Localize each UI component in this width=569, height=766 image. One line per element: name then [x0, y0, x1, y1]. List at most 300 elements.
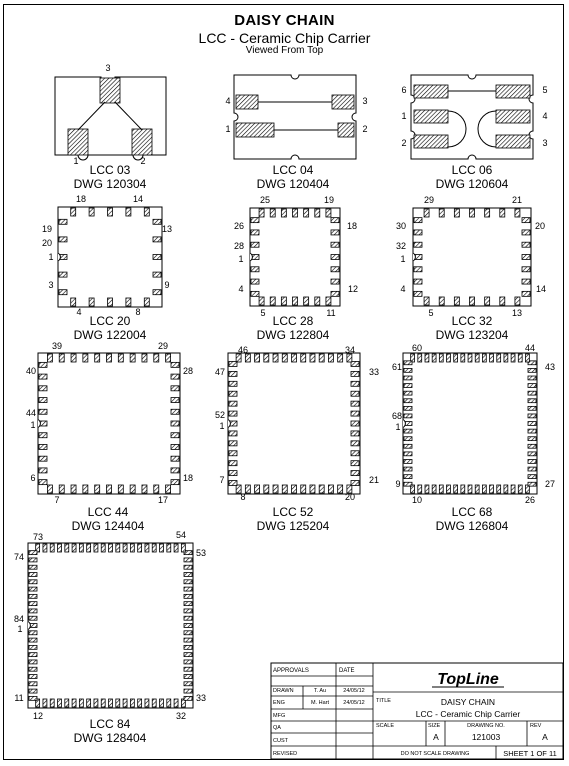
pin-label: 6 [401, 85, 407, 95]
contact-pad [184, 594, 192, 598]
contact-pad [229, 431, 237, 436]
contact-pad [326, 297, 331, 305]
contact-pad [167, 699, 171, 707]
contact-pad [145, 544, 149, 552]
contact-pad [424, 297, 429, 305]
contact-pad [123, 544, 127, 552]
pin-label: 12 [32, 711, 44, 721]
pin-label: 1 [30, 420, 36, 430]
contact-pad [160, 699, 164, 707]
contact-pad [130, 699, 134, 707]
contact-pad [229, 481, 237, 486]
contact-pad [414, 230, 422, 235]
contact-pad [292, 485, 297, 493]
contact-pad [310, 354, 315, 362]
tb-row-date: 24/05/12 [343, 688, 365, 694]
contact-pad [522, 267, 530, 272]
contact-pad [404, 429, 412, 433]
pin-label: 39 [51, 341, 63, 351]
contact-pad [153, 290, 161, 295]
contact-pad [518, 485, 522, 493]
contact-pad [351, 411, 359, 416]
pin-label: 44 [524, 343, 536, 353]
contact-pad [404, 452, 412, 456]
contact-pad [338, 123, 354, 137]
contact-pad [528, 429, 536, 433]
contact-pad [39, 386, 47, 391]
contact-pad [229, 451, 237, 456]
contact-pad [29, 667, 37, 671]
pin-label: 26 [524, 495, 536, 505]
contact-pad [87, 699, 91, 707]
contact-pad [251, 230, 259, 235]
contact-pad [236, 354, 241, 362]
pin-label: 3 [362, 96, 368, 106]
contact-pad [414, 267, 422, 272]
contact-pad [331, 279, 339, 284]
pin-label: 8 [135, 307, 141, 317]
contact-pad [404, 406, 412, 410]
contact-pad [528, 475, 536, 479]
pin-label: 3 [48, 280, 54, 290]
contact-pad [454, 209, 459, 217]
contact-pad [47, 354, 52, 362]
contact-pad [404, 437, 412, 441]
contact-pad [259, 297, 264, 305]
contact-pad [528, 460, 536, 464]
contact-pad [132, 129, 152, 155]
contact-pad [59, 272, 67, 277]
contact-pad [468, 354, 472, 362]
contact-pad [126, 208, 131, 216]
pin-label: 61 [391, 362, 403, 372]
package-name: LCC 52 [272, 505, 314, 519]
drawing-number: DWG 124404 [71, 519, 145, 533]
contact-pad [229, 391, 237, 396]
drawing-number: DWG 122804 [256, 328, 330, 342]
package-body-outline [28, 543, 193, 708]
pin-label: 1 [400, 254, 406, 264]
contact-pad [351, 461, 359, 466]
contact-pad [59, 219, 67, 224]
contact-pad [29, 551, 37, 555]
contact-pad [39, 444, 47, 449]
contact-pad [152, 544, 156, 552]
contact-pad [522, 291, 530, 296]
contact-pad [29, 573, 37, 577]
contact-pad [108, 298, 113, 306]
contact-pad [470, 209, 475, 217]
contact-pad [39, 398, 47, 403]
contact-pad [130, 354, 135, 362]
tb-row-label: REVISED [273, 751, 298, 757]
contact-pad [171, 433, 179, 438]
pin-label: 33 [368, 367, 380, 377]
pin-label: 21 [368, 475, 380, 485]
contact-pad [229, 471, 237, 476]
contact-pad [145, 699, 149, 707]
contact-pad [184, 631, 192, 635]
contact-pad [166, 354, 171, 362]
contact-pad [528, 399, 536, 403]
package-body-outline [234, 75, 356, 159]
contact-pad [432, 354, 436, 362]
contact-pad [95, 485, 100, 493]
contact-pad [107, 485, 112, 493]
drawing-number: DWG 120604 [435, 177, 509, 191]
package-body-outline [250, 208, 340, 306]
contact-pad [301, 485, 306, 493]
contact-pad [184, 616, 192, 620]
pin-label: 19 [41, 224, 53, 234]
contact-pad [515, 209, 520, 217]
contact-pad [475, 485, 479, 493]
tb-label: APPROVALS [273, 668, 309, 674]
pin-label: 2 [401, 138, 407, 148]
contact-pad [184, 682, 192, 686]
contact-pad [293, 209, 298, 217]
contact-pad [94, 544, 98, 552]
pin-label: 13 [511, 308, 523, 318]
contact-pad [439, 209, 444, 217]
contact-pad [414, 242, 422, 247]
contact-pad [528, 482, 536, 486]
contact-pad [351, 421, 359, 426]
contact-pad [43, 544, 47, 552]
daisy-loop [58, 253, 60, 261]
pin-label: 33 [195, 693, 207, 703]
pin-label: 32 [175, 711, 187, 721]
contact-pad [251, 218, 259, 223]
pin-label: 60 [411, 343, 423, 353]
package-lcc04 [225, 75, 367, 191]
daisy-loop [250, 253, 252, 261]
pin-label: 21 [511, 195, 523, 205]
package-name: LCC 06 [451, 163, 493, 177]
contact-pad [118, 485, 123, 493]
pin-label: 30 [395, 221, 407, 231]
contact-pad [504, 485, 508, 493]
pin-label: 27 [544, 479, 556, 489]
contact-pad [414, 135, 448, 148]
contact-pad [447, 485, 451, 493]
pin-label: 29 [157, 341, 169, 351]
tb-title: LCC - Ceramic Chip Carrier [415, 709, 521, 719]
pin-label: 11 [14, 693, 24, 703]
package-lcc52 [215, 345, 379, 533]
contact-pad [482, 354, 486, 362]
contact-pad [282, 354, 287, 362]
drawing-number: DWG 120304 [73, 177, 147, 191]
contact-pad [461, 485, 465, 493]
contact-pad [184, 580, 192, 584]
pin-label: 14 [535, 284, 547, 294]
contact-pad [338, 485, 343, 493]
contact-pad [528, 467, 536, 471]
contact-pad [229, 371, 237, 376]
contact-pad [414, 279, 422, 284]
pin-label: 7 [219, 475, 225, 485]
pin-label: 18 [75, 194, 87, 204]
contact-pad [126, 298, 131, 306]
contact-pad [171, 362, 179, 367]
tb-label: REV [530, 723, 542, 729]
daisy-loop [38, 420, 40, 428]
contact-pad [439, 297, 444, 305]
pin-label: 29 [423, 195, 435, 205]
package-body-outline [403, 353, 537, 494]
contact-pad [29, 631, 37, 635]
pin-label: 28 [182, 366, 194, 376]
pin-label: 53 [195, 548, 207, 558]
pin-label: 3 [105, 63, 111, 73]
contact-pad [153, 255, 161, 260]
contact-pad [83, 354, 88, 362]
contact-pad [39, 374, 47, 379]
contact-pad [184, 602, 192, 606]
pin-label: 26 [233, 221, 245, 231]
pin-label: 1 [238, 254, 244, 264]
contact-pad [511, 485, 515, 493]
contact-pad [522, 255, 530, 260]
contact-pad [184, 675, 192, 679]
contact-pad [504, 354, 508, 362]
pin-label: 43 [544, 362, 556, 372]
contact-pad [71, 208, 76, 216]
contact-pad [338, 354, 343, 362]
pin-label: 14 [132, 194, 144, 204]
contact-pad [404, 467, 412, 471]
contact-pad [351, 481, 359, 486]
contact-pad [29, 580, 37, 584]
pin-label: 17 [157, 495, 169, 505]
drawing-subtitle: LCC - Ceramic Chip Carrier [198, 30, 371, 46]
pin-label: 12 [347, 284, 359, 294]
contact-pad [50, 544, 54, 552]
tb-row-label: QA [273, 725, 281, 731]
contact-pad [87, 544, 91, 552]
pin-label: 20 [344, 492, 356, 502]
contact-pad [301, 354, 306, 362]
contact-pad [59, 354, 64, 362]
drawing-number: DWG 128404 [73, 731, 147, 745]
daisy-loop [28, 622, 30, 630]
contact-pad [351, 471, 359, 476]
contact-pad [94, 699, 98, 707]
contact-pad [264, 485, 269, 493]
contact-pad [184, 565, 192, 569]
contact-pad [404, 384, 412, 388]
contact-pad [184, 689, 192, 693]
drawing-number: DWG 123204 [435, 328, 509, 342]
tb-row-name: M. Hart [310, 700, 330, 706]
pin-label: 8 [240, 492, 246, 502]
contact-pad [123, 699, 127, 707]
pin-label: 10 [411, 495, 423, 505]
contact-pad [418, 354, 422, 362]
contact-pad [171, 456, 179, 461]
contact-pad [404, 414, 412, 418]
pin-label: 4 [400, 284, 406, 294]
contact-pad [184, 660, 192, 664]
contact-pad [184, 667, 192, 671]
package-name: LCC 68 [451, 505, 493, 519]
tb-label: TITLE [376, 698, 391, 704]
contact-pad [58, 544, 62, 552]
contact-pad [95, 354, 100, 362]
contact-pad [351, 431, 359, 436]
contact-pad [282, 485, 287, 493]
contact-pad [496, 135, 530, 148]
contact-pad [171, 374, 179, 379]
contact-pad [68, 129, 88, 155]
contact-pad [116, 544, 120, 552]
contact-pad [304, 297, 309, 305]
package-name: LCC 28 [272, 314, 314, 328]
daisy-loop [413, 253, 415, 261]
contact-pad [229, 361, 237, 366]
contact-pad [171, 421, 179, 426]
pin-label: 68 [391, 411, 403, 421]
contact-pad [39, 480, 47, 485]
contact-pad [528, 406, 536, 410]
package-body-outline [228, 353, 360, 494]
pin-label: 28 [233, 241, 245, 251]
contact-pad [79, 699, 83, 707]
pin-label: 40 [25, 366, 37, 376]
contact-pad [171, 409, 179, 414]
contact-pad [160, 544, 164, 552]
contact-pad [414, 218, 422, 223]
contact-pad [153, 272, 161, 277]
contact-pad [118, 354, 123, 362]
contact-pad [331, 291, 339, 296]
contact-pad [347, 354, 352, 362]
contact-pad [229, 381, 237, 386]
contact-pad [490, 485, 494, 493]
contact-pad [100, 78, 120, 103]
contact-pad [153, 219, 161, 224]
contact-pad [424, 209, 429, 217]
drawing-title: DAISY CHAIN [234, 12, 335, 29]
contact-pad [184, 624, 192, 628]
contact-pad [39, 433, 47, 438]
contact-pad [89, 298, 94, 306]
pin-label: 11 [326, 308, 336, 318]
contact-pad [468, 485, 472, 493]
contact-pad [485, 209, 490, 217]
contact-pad [404, 460, 412, 464]
package-lcc28 [234, 195, 358, 342]
contact-pad [404, 376, 412, 380]
contact-pad [29, 602, 37, 606]
contact-pad [181, 544, 185, 552]
pin-label: 1 [73, 156, 79, 166]
contact-pad [414, 291, 422, 296]
contact-pad [315, 209, 320, 217]
contact-pad [29, 616, 37, 620]
pin-label: 6 [30, 473, 36, 483]
contact-pad [184, 645, 192, 649]
contact-pad [326, 209, 331, 217]
contact-pad [142, 485, 147, 493]
contact-pad [528, 422, 536, 426]
contact-pad [229, 411, 237, 416]
contact-pad [404, 361, 412, 365]
contact-pad [404, 368, 412, 372]
contact-pad [29, 594, 37, 598]
contact-pad [72, 544, 76, 552]
tb-row-label: DRAWN [273, 688, 294, 694]
contact-pad [351, 401, 359, 406]
contact-pad [58, 699, 62, 707]
package-name: LCC 04 [272, 163, 314, 177]
contact-pad [500, 209, 505, 217]
contact-pad [59, 237, 67, 242]
pin-label: 1 [401, 111, 407, 121]
contact-pad [174, 544, 178, 552]
contact-pad [497, 354, 501, 362]
pin-label: 1 [48, 252, 54, 262]
contact-pad [482, 485, 486, 493]
contact-pad [154, 485, 159, 493]
contact-pad [259, 209, 264, 217]
contact-pad [29, 645, 37, 649]
contact-pad [447, 354, 451, 362]
contact-pad [109, 544, 113, 552]
contact-pad [414, 110, 448, 123]
contact-pad [292, 354, 297, 362]
contact-pad [522, 242, 530, 247]
pin-label: 34 [344, 345, 356, 355]
contact-pad [130, 485, 135, 493]
contact-pad [255, 354, 260, 362]
contact-pad [236, 123, 274, 137]
contact-pad [29, 696, 37, 700]
title-block-grid [271, 663, 563, 759]
tb-value: 121003 [471, 732, 501, 742]
tb-row-label: ENG [273, 700, 285, 706]
contact-pad [273, 354, 278, 362]
package-lcc32 [396, 195, 546, 342]
tb-title: DAISY CHAIN [440, 697, 496, 707]
contact-pad [184, 587, 192, 591]
contact-pad [328, 354, 333, 362]
contact-pad [72, 699, 76, 707]
contact-pad [39, 468, 47, 473]
pin-label: 5 [542, 85, 548, 95]
contact-pad [454, 297, 459, 305]
package-name: LCC 44 [87, 505, 129, 519]
pin-label: 52 [214, 410, 226, 420]
contact-pad [229, 401, 237, 406]
contact-pad [351, 441, 359, 446]
drawing-number: DWG 126804 [435, 519, 509, 533]
contact-pad [245, 485, 250, 493]
contact-pad [264, 354, 269, 362]
package-lcc20 [42, 194, 172, 342]
contact-pad [528, 384, 536, 388]
pin-label: 20 [41, 238, 53, 248]
pin-label: 19 [323, 195, 335, 205]
contact-pad [418, 485, 422, 493]
contact-pad [270, 297, 275, 305]
pin-label: 9 [395, 479, 401, 489]
contact-pad [497, 485, 501, 493]
tb-note: DO NOT SCALE DRAWING [400, 751, 470, 757]
pin-label: 44 [25, 408, 37, 418]
tb-label: SCALE [376, 723, 395, 729]
